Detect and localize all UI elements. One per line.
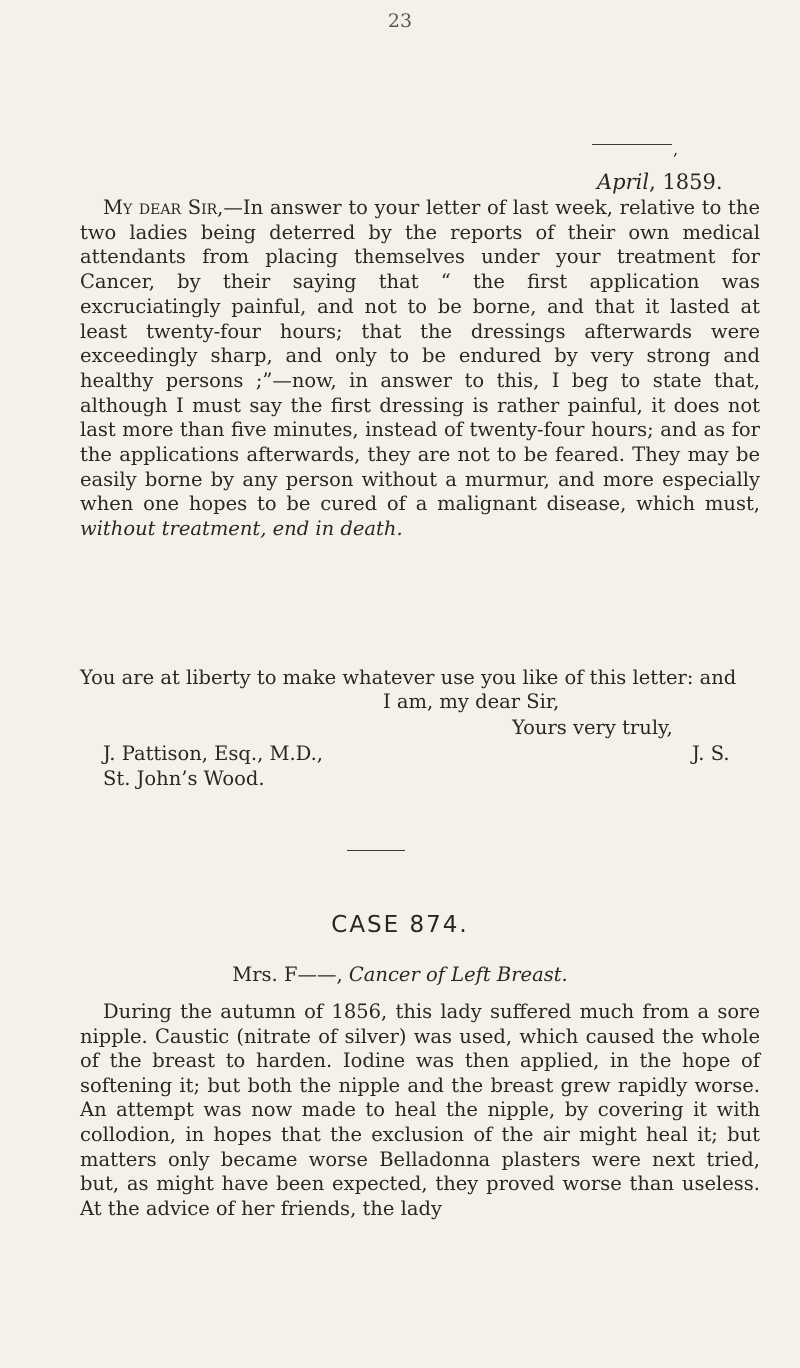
salutation: My dear Sir, bbox=[103, 196, 224, 219]
document-page: 23 , April, 1859. My dear Sir,—In answer to your letter of last week, relative to the two ladies being deterred by the reports of their own medical attendants from placing themselves under your treatment for Cancer, by their saying that “ the first application was excruciatingly painful, and not to be borne, and that it lasted at least twenty-four hours; that the dressings afterwards were exceedingly sharp, and only to be endured by very strong and healthy persons ;”—now, in answer to this, I beg to state that, although I must say the first dressing is rather painful, it does not last more than five minutes, instead of twenty-four hours; and as for the applications afterwards, they are not to be feared. They may be easily borne by any person without a murmur, and more especially when one hopes to be cured of a malignant disease, which must, without treatment, end in death. You are at liberty to make whatever use you like of this letter: and I am, my dear Sir, Yours very truly, J. Pattison, Esq., M.D., J. S. St. John’s Wood. CASE 874. Mrs. F——, Cancer of Left Breast. During the autumn of 1856, this lady suffered much from a sore nipple. Caustic (nitrate of silver) was used, which caused the whole of the breast to harden. Iodine was then applied, in the hope of softening it; but both the nipple and the breast grew rapidly worse. An attempt was now made to heal the nipple, by covering it with collodion, in hopes that the exclusion of the air might heal it; but matters only became worse Belladonna plasters were next tried, but, as might have been expected, they proved worse than useless. At the advice of her friends, the lady bbox=[0, 0, 800, 1368]
recipient-name: J. Pattison, Esq., M.D., bbox=[103, 742, 324, 765]
closing-line-2: Yours very truly, bbox=[512, 716, 673, 739]
date-blank-line bbox=[592, 144, 672, 145]
case-narrative: During the autumn of 1856, this lady suffered much from a sore nipple. Caustic (nitrate of silver) was used, which caused the whole of the breast to harden. Iodine was then applied, in the hope of softening it; but both the nipple and the breast grew rapidly worse. An attempt was now made to heal the nipple, by covering it with collodion, in hopes that the exclusion of the air might heal it; but matters only became worse Belladonna plasters were next tried, but, as might have been expected, they proved worse than useless. At the advice of her friends, the lady bbox=[80, 1000, 760, 1220]
letter-liberty-line: You are at liberty to make whatever use you like of this letter: and bbox=[80, 666, 737, 689]
case-subtitle: Mrs. F——, Cancer of Left Breast. bbox=[232, 963, 568, 986]
page-number: 23 bbox=[387, 10, 413, 32]
case-title: CASE 874. bbox=[331, 912, 469, 938]
section-divider bbox=[347, 850, 405, 851]
signature-initials: J. S. bbox=[692, 742, 730, 765]
letter-date: April, 1859. bbox=[597, 170, 723, 194]
letter-body: My dear Sir,—In answer to your letter of last week, relative to the two ladies being deterred by the reports of their own medical attendants from placing themselves under your treatment for Cancer, by their saying that “ the first application was excruciatingly painful, and not to be borne, and that it lasted at least twenty-four hours; that the dressings afterwards were exceedingly sharp, and only to be endured by very strong and healthy persons ;”—now, in answer to this, I beg to state that, although I must say the first dressing is rather painful, it does not last more than five minutes, instead of twenty-four hours; and as for the applications afterwards, they are not to be feared. They may be easily borne by any person without a murmur, and more especially when one hopes to be cured of a malignant disease, which must, without treatment, end in death. bbox=[80, 196, 760, 541]
closing-line-1: I am, my dear Sir, bbox=[383, 690, 560, 713]
recipient-address: St. John’s Wood. bbox=[103, 767, 265, 790]
